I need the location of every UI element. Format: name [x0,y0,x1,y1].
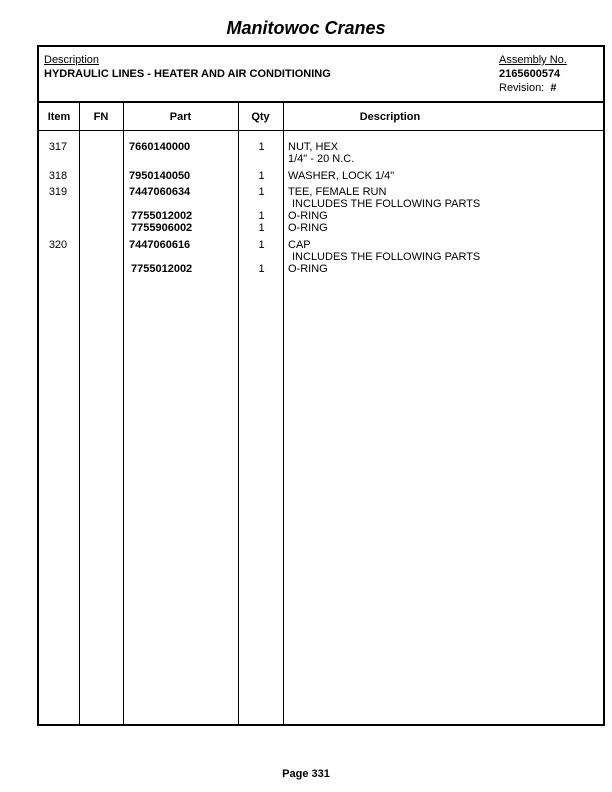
assembly-value: 2165600574 [499,68,561,80]
row-part: 7447060634 [129,186,191,198]
row-qty: 1 [258,141,265,153]
row-qty: 1 [258,222,265,234]
row-description: WASHER, LOCK 1/4" [288,170,395,182]
row-item: 318 [48,170,68,182]
revision-value: # [550,82,557,94]
column-header-part: Part [169,111,192,123]
row-description-detail: INCLUDES THE FOLLOWING PARTS [292,251,481,263]
row-description-detail: INCLUDES THE FOLLOWING PARTS [292,198,481,210]
row-description: NUT, HEX [288,141,339,153]
row-qty: 1 [258,170,265,182]
row-qty: 1 [258,186,265,198]
column-header-item: Item [47,111,71,123]
row-description: O-RING [288,210,328,222]
row-item: 317 [48,141,68,153]
row-description: TEE, FEMALE RUN [288,186,387,198]
row-part: 7660140000 [129,141,191,153]
document-title: Manitowoc Cranes [226,18,386,38]
row-part: 7755012002 [131,263,193,275]
assembly-label: Assembly No. [499,54,567,66]
assembly-header [39,47,603,103]
description-value: HYDRAULIC LINES - HEATER AND AIR CONDITIONING [44,68,331,80]
revision-label: Revision: [499,82,545,94]
row-qty: 1 [258,239,265,251]
column-header-qty: Qty [251,111,270,123]
row-qty: 1 [258,210,265,222]
column-divider [79,103,80,724]
row-description: CAP [288,239,311,251]
revision [499,82,557,94]
row-part: 7755012002 [131,210,193,222]
column-header-fn: FN [93,111,109,123]
row-description-detail: 1/4" - 20 N.C. [288,153,355,165]
row-part: 7755906002 [131,222,193,234]
row-item: 320 [48,239,68,251]
row-description: O-RING [288,263,328,275]
description-label: Description [44,54,100,66]
page-number: Page 331 [282,768,330,780]
row-item: 319 [48,186,68,198]
row-part: 7447060616 [129,239,191,251]
row-qty: 1 [258,263,265,275]
column-header-description: Description [359,111,421,123]
parts-list-frame [37,45,605,726]
row-description: O-RING [288,222,328,234]
row-part: 7950140050 [129,170,191,182]
column-divider [123,103,124,724]
